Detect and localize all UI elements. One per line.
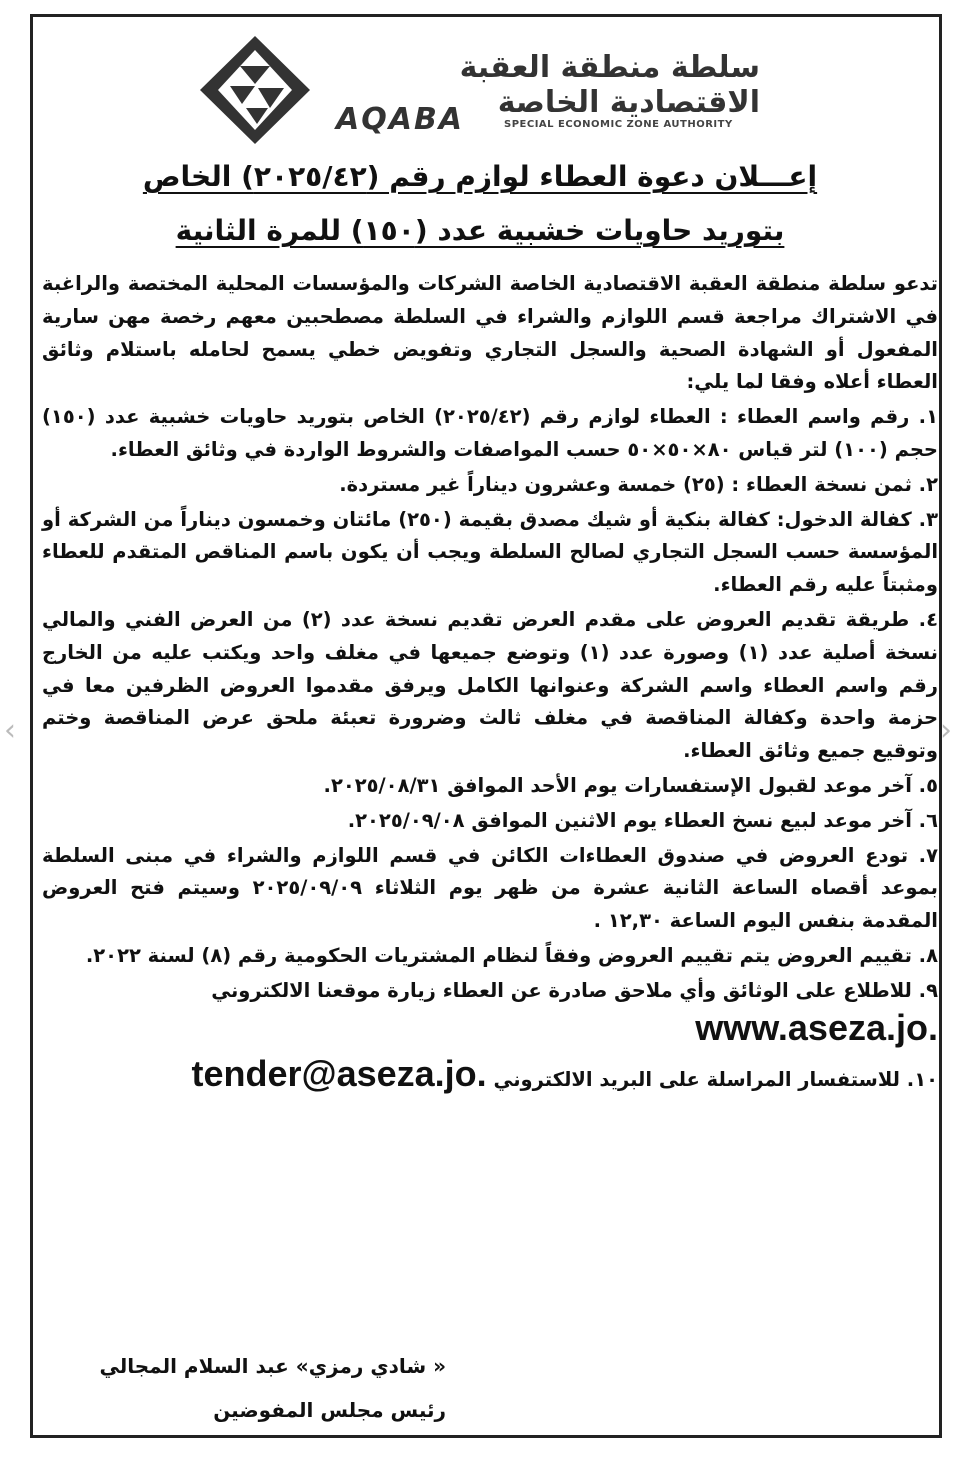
next-arrow-icon[interactable]: › — [940, 713, 952, 748]
item-10: ١٠. للاستفسار المراسلة على البريد الالكتروني — [493, 1067, 938, 1091]
item-3: ٣. كفالة الدخول: كفالة بنكية أو شيك مصدق بقيمة (٢٥٠) مائتان وخمسون ديناراً من الشركة أو المؤسسة حسب السجل التجاري لصالح السلطة ويجب أن يكون باسم المناقص المتقدم للعطاء ومثبتاً عليه رقم العطاء. — [42, 507, 938, 597]
item-1: ١. رقم واسم العطاء : العطاء لوازم رقم (٢٠٢٥/٤٢) الخاص بتوريد حاويات خشبية عدد (١٥٠) حجم (١٠٠) لتر قياس ٨٠×٥٠×٥٠ حسب المواصفات والشروط الواردة في وثائق العطاء. — [42, 405, 938, 461]
title-line-1: إعـــلان دعوة العطاء لوازم رقم (٢٠٢٥/٤٢) الخاص — [142, 160, 818, 193]
signature-name: « شادي رمزي» عبد السلام المجالي — [99, 1354, 446, 1378]
item-5: ٥. آخر موعد لقبول الإستفسارات يوم الأحد الموافق ٢٠٢٥/٠٨/٣١. — [323, 773, 938, 797]
item-6: ٦. آخر موعد لبيع نسخ العطاء يوم الاثنين الموافق ٢٠٢٥/٠٩/٠٨. — [347, 808, 938, 832]
aseza-emblem-icon — [200, 36, 310, 144]
logo-english-subtitle: SPECIAL ECONOMIC ZONE AUTHORITY — [504, 119, 733, 130]
item-8: ٨. تقييم العروض يتم تقييم العروض وفقاً لنظام المشتريات الحكومية رقم (٨) لسنة ٢٠٢٢. — [85, 943, 938, 967]
logo-arabic-name: سلطة منطقة العقبة الاقتصادية الخاصة — [459, 50, 760, 120]
signature-position: رئيس مجلس المفوضين — [213, 1398, 446, 1422]
item-4: ٤. طريقة تقديم العروض على مقدم العرض تقديم نسخة عدد (٢) من العرض الفني والمالي نسخة أصلية عدد (١) وصورة عدد (١) وتوضع جميعها في مغلف واحد ويكتب عليه من الخارج رقم واسم العطاء واسم الشركة وعنوانها الكامل ويرفق مقدموا العروض الظرفين معا في حزمة واحدة وكفالة المناقصة في مغلف ثالث وضرورة تعبئة ملحق عرض المناقصة وختم وتوقيع جميع وثائق العطاء. — [42, 607, 938, 763]
website-link[interactable]: www.aseza.jo. — [695, 1006, 938, 1048]
aqaba-logo — [200, 36, 760, 146]
email-link[interactable]: tender@aseza.jo. — [191, 1052, 487, 1094]
item-2: ٢. ثمن نسخة العطاء : (٢٥) خمسة وعشرون ديناراً غير مستردة. — [339, 472, 938, 496]
announcement-body — [42, 268, 938, 1100]
item-9: ٩. للاطلاع على الوثائق وأي ملاحق صادرة عن العطاء زيارة موقعنا الالكتروني — [211, 978, 938, 1002]
item-7: ٧. تودع العروض في صندوق العطاءات الكائن في قسم اللوازم والشراء في مبنى السلطة بموعد أقصاه الساعة الثانية عشرة من ظهر يوم الثلاثاء ٢٠٢٥/٠٩/٠٩ وسيتم فتح العروض المقدمة بنفس اليوم الساعة ١٢,٣٠ . — [42, 843, 939, 933]
previous-arrow-icon[interactable]: ‹ — [4, 713, 16, 748]
title-line-2: بتوريد حاويات خشبية عدد (١٥٠) للمرة الثانية — [175, 214, 785, 247]
intro-paragraph: تدعو سلطة منطقة العقبة الاقتصادية الخاصة الشركات والمؤسسات المحلية المختصة والراغبة في الاشتراك مراجعة قسم اللوازم والشراء في السلطة مصطحبين معهم رخصة مهن سارية المفعول أو الشهادة الصحية والسجل التجاري وتفويض خطي يسمح لحامله باستلام وثائق العطاء أعلاه وفقا لما يلي: — [42, 272, 938, 394]
logo-english-name: AQABA — [336, 102, 465, 137]
